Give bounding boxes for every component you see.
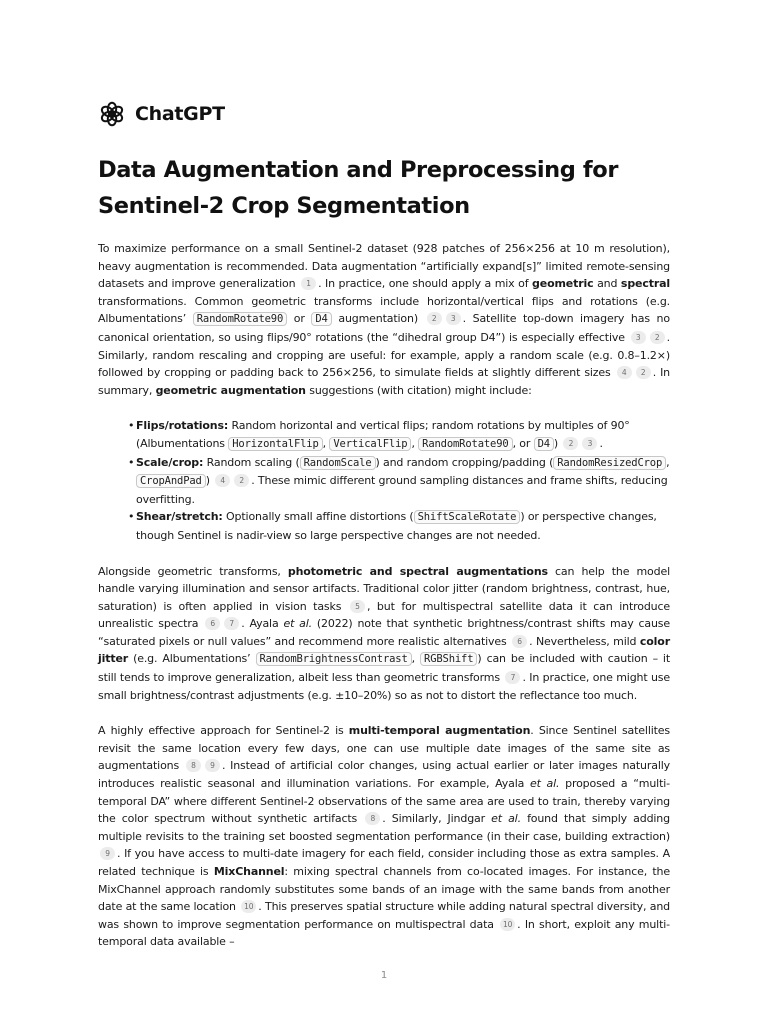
citation-badge[interactable]: 2: [563, 437, 578, 450]
code-inline: RandomRotate90: [418, 437, 512, 451]
italic-term: et al.: [491, 812, 521, 826]
document-body: [98, 240, 670, 951]
italic-term: et al.: [529, 777, 560, 791]
text-run: Random horizontal and vertical flips; random rotations by multiples of 90° (Albumentations: [136, 419, 630, 450]
document-title: Data Augmentation and Preprocessing for Sentinel-2 Crop Segmentation: [98, 157, 619, 219]
text-run: . These mimic different ground sampling distances and frame shifts, reducing overfitting.: [136, 474, 668, 506]
code-inline: VerticalFlip: [329, 437, 411, 451]
text-run: ,: [666, 455, 670, 469]
page-number: 1: [380, 970, 388, 981]
code-inline: ShiftScaleRotate: [414, 510, 521, 524]
code-inline: D4: [534, 437, 554, 451]
list-item-label: Scale/crop:: [136, 455, 204, 469]
citation-badge[interactable]: 10: [241, 900, 256, 913]
citation-badge[interactable]: 3: [582, 437, 597, 450]
code-inline: RandomScale: [300, 456, 376, 470]
bold-term: color jitter: [98, 634, 670, 666]
text-run: suggestions (with citation) might include:: [309, 383, 532, 397]
citation-badge[interactable]: 3: [631, 331, 646, 344]
citation-badge[interactable]: 6: [205, 617, 220, 630]
list-item-scale-crop: [136, 454, 670, 509]
code-inline: RandomResizedCrop: [553, 456, 666, 470]
text-run: .: [599, 436, 603, 450]
bold-term: geometric: [532, 277, 594, 291]
text-run: can help the model handle varying illumination and sensor artifacts. Traditional color jitter (random brightness, contrast, hue, saturation) is often applied in vision tasks: [98, 564, 670, 613]
citation-badge[interactable]: 9: [100, 847, 115, 860]
text-run: . In short, exploit any multi-temporal data available –: [98, 917, 670, 949]
text-run: Optionally small affine distortions (: [226, 510, 414, 524]
text-run: , or: [512, 436, 531, 450]
list-item-label: Flips/rotations:: [136, 419, 229, 433]
text-run: (2022) note that synthetic brightness/contrast shifts may cause “saturated pixels or null values” and recommend more realistic alternatives: [98, 617, 670, 648]
citation-badge[interactable]: 9: [205, 759, 220, 772]
text-run: augmentation): [338, 312, 418, 326]
list-item-shear: [136, 508, 670, 544]
text-run: ): [205, 474, 210, 488]
citation-badge[interactable]: 4: [617, 366, 632, 379]
text-run: . Since Sentinel satellites revisit the same location every few days, one can use multiple date images of the same site as augmentations: [98, 724, 670, 773]
bold-term: geometric augmentation: [155, 383, 306, 397]
code-inline: RGBShift: [420, 652, 477, 666]
text-run: To maximize performance on a small Sentinel-2 dataset (928 patches of 256×256 at 10 m resolution), heavy augmentation is recommended. Data augmentation “artificially expand[s]” limited remote-sensing datasets and improve generalization: [98, 242, 670, 291]
text-run: . In practice, one should apply a mix of: [318, 277, 529, 291]
text-run: ,: [322, 436, 327, 450]
text-run: and: [597, 277, 618, 291]
bold-term: spectral: [620, 277, 671, 291]
bold-term: multi-temporal augmentation: [348, 724, 531, 738]
text-run: proposed a “multi-temporal DA” where different Sentinel-2 observations of the same area are used to train, thereby varying the color spectrum without synthetic artifacts: [98, 777, 670, 826]
list-item-label: Shear/stretch:: [136, 510, 223, 524]
code-inline: RandomRotate90: [193, 312, 287, 326]
text-run: . Similarly, Jindgar: [382, 812, 486, 826]
text-run: , but for multispectral satellite data it can introduce unrealistic spectra: [98, 599, 670, 631]
paragraph-photometric: [98, 563, 670, 705]
text-run: (e.g. Albumentations’: [133, 652, 251, 666]
brand-header: [98, 98, 670, 130]
text-run: Random scaling (: [206, 455, 300, 469]
citation-badge[interactable]: 7: [224, 617, 239, 630]
text-run: ) can be included with caution – it still tends to improve generalization, albeit less than geometric transforms: [98, 652, 671, 685]
citation-badge[interactable]: 2: [636, 366, 651, 379]
text-run: . In practice, one might use small brightness/contrast adjustments (e.g. ±10–20%) so as not to distort the reflectance too much.: [98, 671, 671, 702]
text-run: or: [293, 312, 305, 326]
bold-term: MixChannel: [213, 865, 285, 878]
text-run: . In summary,: [98, 366, 670, 397]
text-run: found that simply adding multiple revisits to the training set boosted segmentation performance (in their case, building extraction): [98, 812, 670, 843]
text-run: : mixing spectral channels from co-located images. For instance, the MixChannel approach randomly substitutes some bands of an image with the same bands from another date at the same location: [98, 865, 670, 914]
citation-badge[interactable]: 6: [512, 635, 527, 648]
text-run: ) and random cropping/padding (: [375, 455, 554, 469]
citation-badge[interactable]: 4: [215, 474, 230, 487]
citation-badge[interactable]: 7: [505, 671, 520, 684]
text-run: ) or perspective changes, though Sentinel is nadir-view so large perspective changes are not needed.: [136, 510, 657, 542]
citation-badge[interactable]: 2: [650, 331, 665, 344]
text-run: . Similarly, random rescaling and cropping are useful: for example, apply a random scale (e.g. 0.8–1.2×) followed by cropping or padding back to 256×256, to simulate fields at slightly different sizes: [98, 330, 670, 380]
code-inline: CropAndPad: [136, 474, 206, 488]
text-run: A highly effective approach for Sentinel-2 is: [98, 724, 344, 738]
paragraph-multitemporal: [98, 722, 670, 951]
text-run: . If you have access to multi-date imagery for each field, consider including those as extra samples. A related technique is: [98, 847, 670, 878]
brand-name: ChatGPT: [135, 103, 225, 125]
paragraph-intro: [98, 240, 670, 399]
text-run: . Instead of artificial color changes, using actual earlier or later images naturally introduces realistic seasonal and illumination variations. For example, Ayala: [98, 759, 670, 791]
document-page: [98, 98, 670, 969]
text-run: transformations. Common geometric transforms include horizontal/vertical flips and rotations (e.g. Albumentations’: [98, 294, 670, 326]
text-run: . Ayala: [241, 617, 279, 631]
list-item-flips: [136, 417, 670, 453]
geometric-augmentation-list: [98, 417, 670, 544]
citation-badge[interactable]: 3: [446, 312, 461, 325]
citation-badge[interactable]: 10: [500, 918, 515, 931]
openai-knot-icon: [98, 100, 126, 128]
italic-term: et al.: [283, 617, 312, 631]
citation-badge[interactable]: 8: [365, 812, 380, 825]
citation-badge[interactable]: 2: [234, 474, 249, 487]
text-run: ,: [411, 652, 415, 666]
text-run: ,: [411, 436, 415, 450]
citation-badge[interactable]: 5: [350, 600, 365, 613]
text-run: . This preserves spatial structure while adding natural spectral diversity, and was shown to improve segmentation performance on multispectral data: [98, 900, 670, 931]
code-inline: HorizontalFlip: [228, 437, 322, 451]
code-inline: D4: [311, 312, 331, 326]
citation-badge[interactable]: 1: [301, 277, 316, 290]
text-run: ): [553, 436, 559, 450]
citation-badge[interactable]: 8: [186, 759, 201, 772]
code-inline: RandomBrightnessContrast: [256, 652, 412, 666]
citation-badge[interactable]: 2: [427, 312, 442, 325]
text-run: . Nevertheless, mild: [529, 634, 637, 648]
text-run: Alongside geometric transforms,: [98, 564, 281, 578]
text-run: . Satellite top-down imagery has no canonical orientation, so using flips/90° rotations (the “dihedral group D4”) is especially effective: [98, 312, 670, 344]
bold-term: photometric and spectral augmentations: [287, 564, 548, 578]
